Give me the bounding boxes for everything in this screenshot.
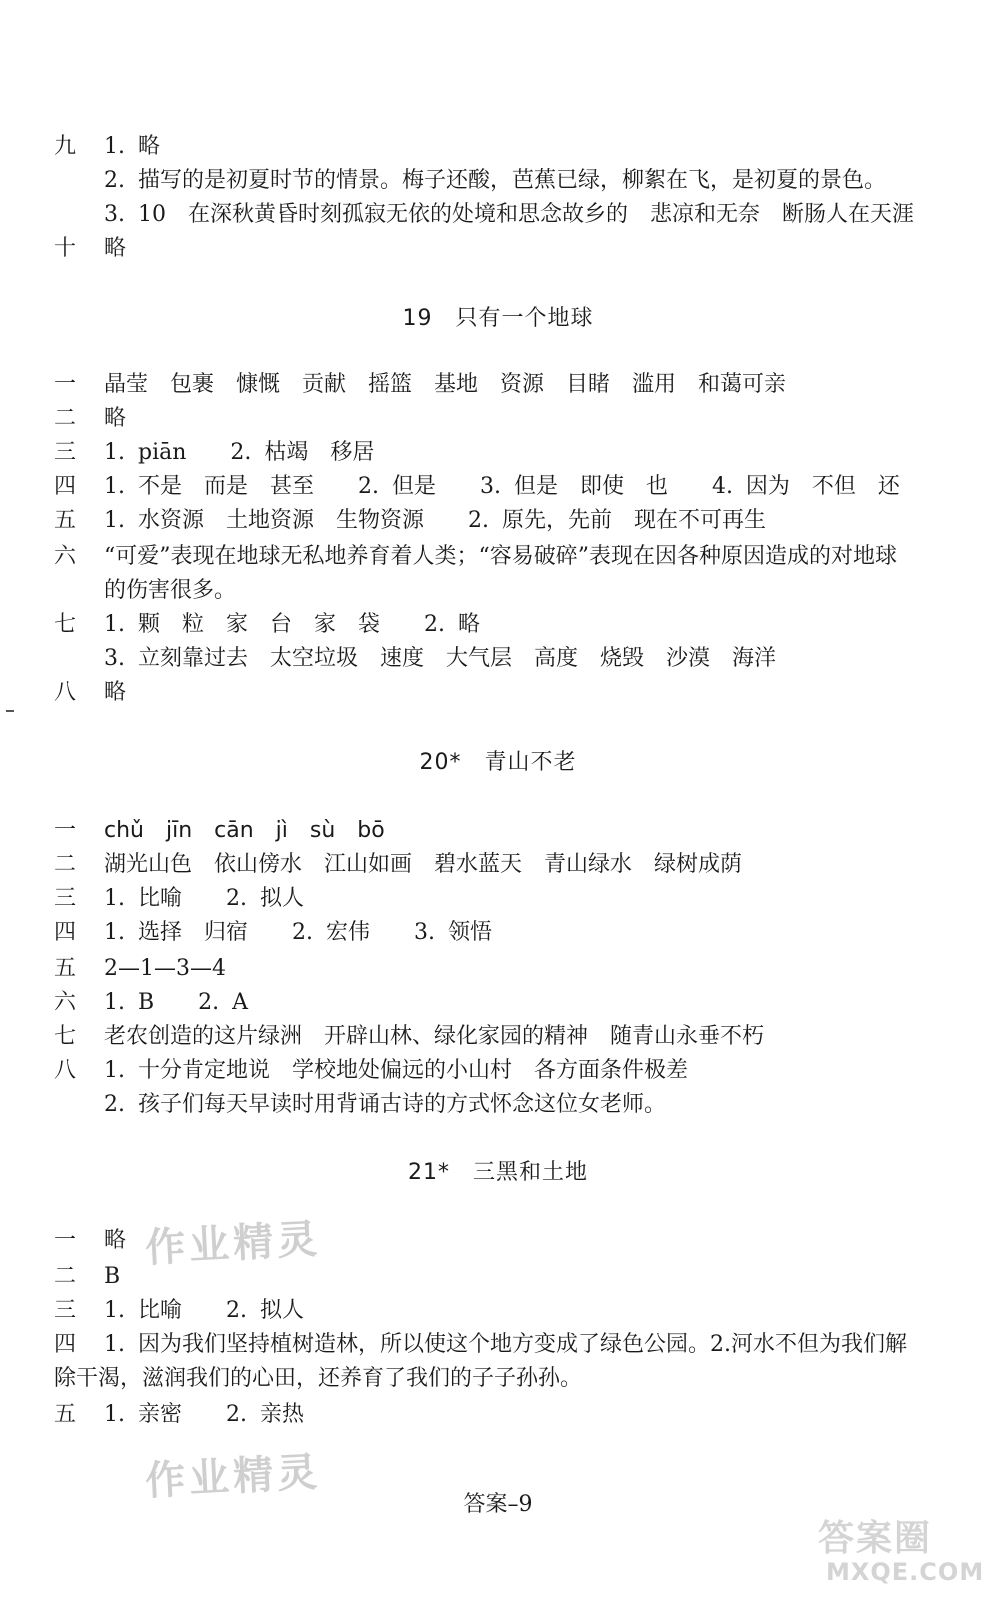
- answer-text: 的伤害很多。: [104, 578, 237, 603]
- answer-text: 湖光山色 依山傍水 江山如画 碧水蓝天 青山绿水 绿树成荫: [104, 852, 743, 877]
- question-number: 七: [54, 1024, 77, 1049]
- answer-text: 1. 选择 归宿 2. 宏伟 3. 领悟: [104, 920, 492, 945]
- question-number: 八: [54, 680, 77, 705]
- answer-line: [0, 368, 996, 402]
- question-number: 一: [54, 818, 77, 843]
- answer-line: [0, 882, 996, 916]
- answer-text: 2—1—3—4: [104, 956, 226, 981]
- question-number: 三: [54, 886, 77, 911]
- question-number: 五: [54, 1402, 77, 1427]
- lesson-title: 20* 青山不老: [419, 750, 577, 775]
- answer-line: [0, 574, 996, 608]
- lesson-title: 19 只有一个地球: [402, 306, 594, 331]
- logo-text: 答案圈: [818, 1518, 933, 1559]
- question-number: 四: [54, 474, 77, 499]
- answer-line: [0, 1088, 996, 1122]
- question-number: 六: [54, 544, 77, 569]
- answer-line: [0, 164, 996, 198]
- answer-text: chǔ jīn cān jì sù bō: [104, 818, 385, 843]
- answer-text: 2. 描写的是初夏时节的情景。梅子还酸，芭蕉已绿，柳絮在飞，是初夏的景色。: [104, 168, 886, 193]
- answer-line: [0, 676, 996, 710]
- answer-line: [0, 642, 996, 676]
- question-number: 四: [54, 1332, 77, 1357]
- question-number: 四: [54, 920, 77, 945]
- answer-text: 略: [104, 680, 127, 705]
- answer-text: 1. 颗 粒 家 台 家 袋 2. 略: [104, 612, 480, 637]
- question-number: 十: [54, 236, 77, 261]
- answer-line: [0, 130, 996, 164]
- question-number: 三: [54, 1298, 77, 1323]
- question-number: 七: [54, 612, 77, 637]
- question-number: 三: [54, 440, 77, 465]
- answer-line: [0, 1362, 996, 1396]
- answer-line: [0, 1294, 996, 1328]
- answer-line: [0, 470, 996, 504]
- answer-text: 1. 比喻 2. 拟人: [104, 886, 304, 911]
- answer-line: [0, 986, 996, 1020]
- answer-text: 晶莹 包裹 慷慨 贡献 摇篮 基地 资源 目睹 滥用 和蔼可亲: [104, 372, 787, 397]
- answer-text: 1. 略: [104, 134, 160, 159]
- answer-text: “可爱”表现在地球无私地养育着人类；“容易破碎”表现在因各种原因造成的对地球: [104, 544, 897, 569]
- answer-line: [0, 232, 996, 266]
- question-number: 八: [54, 1058, 77, 1083]
- answer-text: 略: [104, 1228, 127, 1253]
- answer-line: [0, 1020, 996, 1054]
- answer-line: [0, 540, 996, 574]
- answer-text: 1. 比喻 2. 拟人: [104, 1298, 304, 1323]
- question-number: 二: [54, 406, 77, 431]
- question-number: 九: [54, 134, 77, 159]
- answer-line: [0, 814, 996, 848]
- answer-line: [0, 402, 996, 436]
- watermark: 作业精灵: [144, 1449, 323, 1505]
- question-number: 五: [54, 508, 77, 533]
- answer-text: 老农创造的这片绿洲 开辟山林、绿化家园的精神 随青山永垂不朽: [104, 1024, 765, 1049]
- answer-text: 3. 立刻靠过去 太空垃圾 速度 大气层 高度 烧毁 沙漠 海洋: [104, 646, 776, 671]
- answer-text: 除干渴，滋润我们的心田，还养育了我们的子子孙孙。: [54, 1366, 583, 1391]
- answer-text: 1. 十分肯定地说 学校地处偏远的小山村 各方面条件极差: [104, 1058, 688, 1083]
- answer-line: [0, 952, 996, 986]
- answer-text: 1. 水资源 土地资源 生物资源 2. 原先，先前 现在不可再生: [104, 508, 766, 533]
- question-number: 六: [54, 990, 77, 1015]
- answer-text: B: [104, 1264, 121, 1289]
- answer-line: [0, 1328, 996, 1362]
- corner-logo: [808, 1510, 985, 1590]
- question-number: 一: [54, 1228, 77, 1253]
- answer-text: 1. 亲密 2. 亲热: [104, 1402, 304, 1427]
- question-number: 二: [54, 1264, 77, 1289]
- answer-line: [0, 608, 996, 642]
- lesson-title: 21* 三黑和土地: [408, 1160, 588, 1185]
- page-number: 答案–9: [463, 1492, 533, 1517]
- answer-text: 1. 因为我们坚持植树造林，所以使这个地方变成了绿色公园。2.河水不但为我们解: [104, 1332, 907, 1357]
- logo-url: MXQE.COM: [826, 1558, 985, 1586]
- answer-line: [0, 1054, 996, 1088]
- answer-text: 略: [104, 236, 127, 261]
- answer-line: [0, 198, 996, 232]
- answer-text: 1. 不是 而是 甚至 2. 但是 3. 但是 即使 也 4. 因为 不但 还: [104, 474, 900, 499]
- answer-line: [0, 1398, 996, 1432]
- answer-line: [0, 916, 996, 950]
- answer-text: 2. 孩子们每天早读时用背诵古诗的方式怀念这位女老师。: [104, 1092, 666, 1117]
- answer-text: 3. 10 在深秋黄昏时刻孤寂无依的处境和思念故乡的 悲凉和无奈 断肠人在天涯: [104, 202, 914, 227]
- answer-text: 略: [104, 406, 127, 431]
- answer-line: [0, 848, 996, 882]
- question-number: 二: [54, 852, 77, 877]
- answer-text: 1. B 2. A: [104, 990, 249, 1015]
- question-number: 一: [54, 372, 77, 397]
- margin-mark: [6, 710, 14, 712]
- answer-text: 1. piān 2. 枯竭 移居: [104, 440, 375, 465]
- answer-line: [0, 504, 996, 538]
- watermark: 作业精灵: [144, 1216, 323, 1272]
- question-number: 五: [54, 956, 77, 981]
- answer-line: [0, 436, 996, 470]
